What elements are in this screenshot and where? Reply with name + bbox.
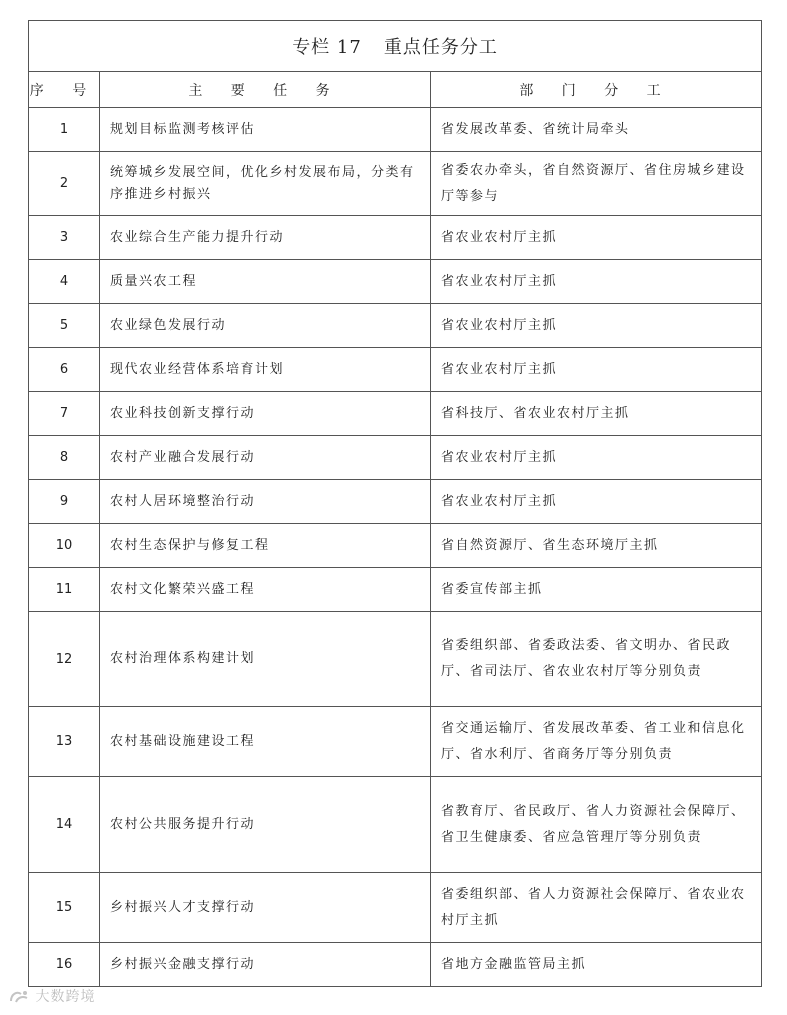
- table-row: [29, 216, 762, 260]
- table-title: [29, 21, 762, 72]
- row-task: 农村治理体系构建计划: [100, 612, 431, 707]
- row-dept: 省农业农村厅主抓: [431, 260, 762, 304]
- row-task: 农村公共服务提升行动: [100, 777, 431, 873]
- table-row: [29, 873, 762, 943]
- watermark: [8, 986, 95, 1006]
- row-task: 农村人居环境整治行动: [100, 480, 431, 524]
- table-row: [29, 777, 762, 873]
- row-dept: 省发展改革委、省统计局牵头: [431, 108, 762, 152]
- row-task: 农业科技创新支撑行动: [100, 392, 431, 436]
- row-task: 质量兴农工程: [100, 260, 431, 304]
- row-num: 11: [29, 568, 100, 612]
- row-task: 乡村振兴金融支撑行动: [100, 943, 431, 987]
- row-dept: 省教育厅、省民政厅、省人力资源社会保障厅、省卫生健康委、省应急管理厅等分别负责: [431, 777, 762, 873]
- table-row: [29, 436, 762, 480]
- table-row: [29, 108, 762, 152]
- task-division-table: [28, 20, 762, 987]
- row-dept: 省委组织部、省委政法委、省文明办、省民政厅、省司法厅、省农业农村厅等分别负责: [431, 612, 762, 707]
- row-num: 7: [29, 392, 100, 436]
- table-row: [29, 348, 762, 392]
- row-num: 10: [29, 524, 100, 568]
- row-dept: 省地方金融监管局主抓: [431, 943, 762, 987]
- header-row: [29, 72, 762, 108]
- row-task: 农业绿色发展行动: [100, 304, 431, 348]
- row-task: 农村文化繁荣兴盛工程: [100, 568, 431, 612]
- row-dept: 省农业农村厅主抓: [431, 216, 762, 260]
- table-row: [29, 260, 762, 304]
- row-dept: 省委农办牵头，省自然资源厅、省住房城乡建设厅等参与: [431, 152, 762, 216]
- row-task: 农村基础设施建设工程: [100, 707, 431, 777]
- brand-logo-icon: [8, 989, 30, 1005]
- row-dept: 省农业农村厅主抓: [431, 436, 762, 480]
- row-dept: 省委宣传部主抓: [431, 568, 762, 612]
- row-dept: 省科技厅、省农业农村厅主抓: [431, 392, 762, 436]
- row-dept: 省自然资源厅、省生态环境厅主抓: [431, 524, 762, 568]
- row-num: 3: [29, 216, 100, 260]
- header-task: 主 要 任 务: [100, 72, 431, 108]
- row-num: 1: [29, 108, 100, 152]
- column-number: 专栏 17: [292, 37, 362, 58]
- row-num: 16: [29, 943, 100, 987]
- row-task: 现代农业经营体系培育计划: [100, 348, 431, 392]
- row-dept: 省交通运输厅、省发展改革委、省工业和信息化厅、省水利厅、省商务厅等分别负责: [431, 707, 762, 777]
- row-dept: 省农业农村厅主抓: [431, 348, 762, 392]
- row-num: 12: [29, 612, 100, 707]
- row-task: 统筹城乡发展空间，优化乡村发展布局，分类有序推进乡村振兴: [100, 152, 431, 216]
- row-task: 规划目标监测考核评估: [100, 108, 431, 152]
- row-task: 农村产业融合发展行动: [100, 436, 431, 480]
- header-dept: 部 门 分 工: [431, 72, 762, 108]
- table-row: [29, 612, 762, 707]
- watermark-text: 大数跨境: [35, 989, 96, 1005]
- column-title: 重点任务分工: [383, 37, 498, 58]
- row-num: 15: [29, 873, 100, 943]
- row-dept: 省委组织部、省人力资源社会保障厅、省农业农村厅主抓: [431, 873, 762, 943]
- table-row: [29, 943, 762, 987]
- row-task: 农业综合生产能力提升行动: [100, 216, 431, 260]
- row-num: 14: [29, 777, 100, 873]
- table-row: [29, 304, 762, 348]
- table-row: [29, 480, 762, 524]
- row-dept: 省农业农村厅主抓: [431, 304, 762, 348]
- row-num: 2: [29, 152, 100, 216]
- row-num: 5: [29, 304, 100, 348]
- row-num: 6: [29, 348, 100, 392]
- row-num: 9: [29, 480, 100, 524]
- row-task: 乡村振兴人才支撑行动: [100, 873, 431, 943]
- row-dept: 省农业农村厅主抓: [431, 480, 762, 524]
- row-task: 农村生态保护与修复工程: [100, 524, 431, 568]
- header-num: 序 号: [29, 72, 100, 108]
- table-row: [29, 392, 762, 436]
- table-row: [29, 568, 762, 612]
- table-row: [29, 707, 762, 777]
- row-num: 8: [29, 436, 100, 480]
- row-num: 13: [29, 707, 100, 777]
- table-row: [29, 524, 762, 568]
- table-row: [29, 152, 762, 216]
- row-num: 4: [29, 260, 100, 304]
- title-row: [29, 21, 762, 72]
